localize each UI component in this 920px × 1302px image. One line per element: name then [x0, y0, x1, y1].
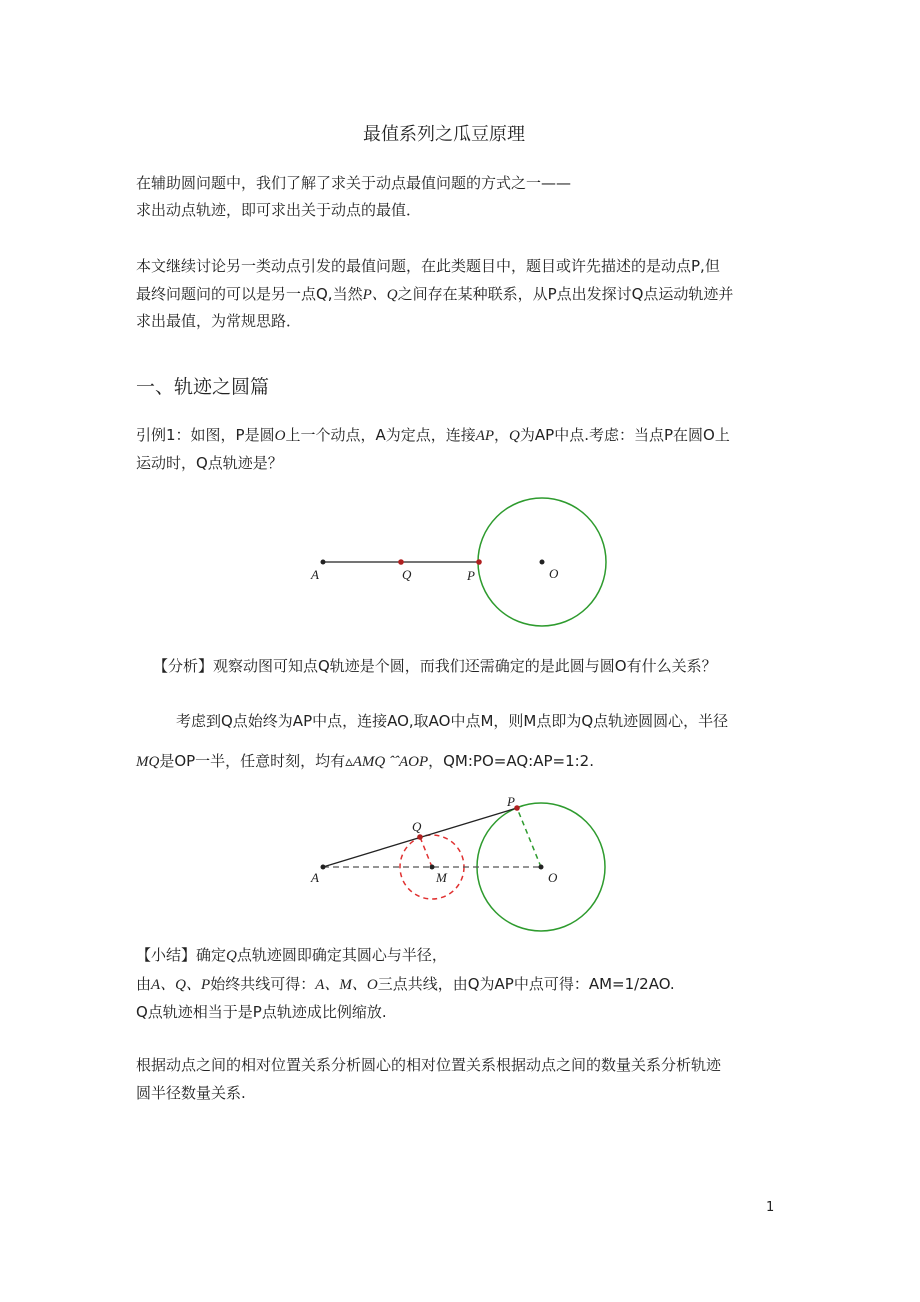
math-O: O — [274, 428, 286, 444]
fig2-point-M — [430, 865, 435, 870]
fig1-label-O: O — [549, 566, 559, 581]
math-AQP: A、Q、P — [151, 977, 211, 993]
summary-line-1: 【小结】确定Q点轨迹圆即确定其圆心与半径， — [136, 946, 447, 964]
summary-line-3: Q点轨迹相当于是P点轨迹成比例缩放. — [136, 1003, 387, 1021]
example1-line-2: 运动时，Q点轨迹是？ — [136, 454, 283, 472]
fig2-point-O — [539, 865, 544, 870]
math-triangle: ▵AMQ ˆˆAOP — [345, 754, 429, 770]
analysis-line-3: MQ是OP一半，任意时刻，均有▵AMQ ˆˆAOP，QM:PO=AQ:AP=1:2. — [136, 752, 594, 770]
math-PQ: P、Q — [362, 287, 398, 303]
fig1-label-P: P — [467, 568, 475, 583]
fig1-label-A: A — [311, 567, 319, 582]
page-number: 1 — [766, 1200, 775, 1215]
math-AMO: A、M、O — [315, 977, 378, 993]
para2-line-1: 本文继续讨论另一类动点引发的最值问题，在此类题目中，题目或许先描述的是动点P,但 — [136, 257, 720, 275]
summary-line-2: 由A、Q、P始终共线可得：A、M、O三点共线，由Q为AP中点可得：AM=1/2AO. — [136, 975, 675, 993]
fig1-label-Q: Q — [402, 567, 412, 582]
fig2-label-A: A — [311, 870, 319, 885]
fig2-label-P: P — [507, 794, 515, 809]
math-MQ: MQ — [136, 754, 160, 770]
math-AP: AP — [475, 428, 495, 444]
analysis-line-1: 【分析】观察动图可知点Q轨迹是个圆，而我们还需确定的是此圆与圆O有什么关系？ — [153, 657, 717, 675]
fig2-label-Q: Q — [412, 819, 422, 834]
fig2-label-M: M — [436, 870, 447, 885]
para2-line-2: 最终问题问的可以是另一点Q,当然P、Q之间存在某种联系，从P点出发探讨Q点运动轨迹并 — [136, 285, 734, 303]
conclusion-line-1: 根据动点之间的相对位置关系分析圆心的相对位置关系根据动点之间的数量关系分析轨迹 — [136, 1056, 722, 1074]
page-title: 最值系列之瓜豆原理 — [363, 124, 525, 145]
fig2-segment-OP — [517, 808, 541, 867]
fig2-point-P — [514, 805, 520, 811]
fig2-segment-MQ — [420, 837, 432, 867]
section-heading: 一、轨迹之圆篇 — [136, 376, 270, 398]
para2-line-3: 求出最值，为常规思路． — [136, 312, 302, 330]
intro-line-1: 在辅助圆问题中，我们了解了求关于动点最值问题的方式之一—— — [136, 174, 572, 192]
conclusion-line-2: 圆半径数量关系. — [136, 1084, 246, 1102]
analysis-line-2: 考虑到Q点始终为AP中点，连接AO,取AO中点M，则M点即为Q点轨迹圆圆心，半径 — [176, 712, 729, 730]
math-Q-2: Q — [226, 948, 237, 964]
math-Q: Q — [509, 428, 520, 444]
example1-line-1: 引例1：如图，P是圆O上一个动点，A为定点，连接AP，Q为AP中点.考虑：当点P在圆O上 — [136, 426, 730, 444]
fig2-point-Q — [417, 834, 423, 840]
fig2-point-A — [321, 865, 326, 870]
fig2-label-O: O — [548, 870, 558, 885]
intro-line-2: 求出动点轨迹，即可求出关于动点的最值． — [136, 201, 422, 219]
